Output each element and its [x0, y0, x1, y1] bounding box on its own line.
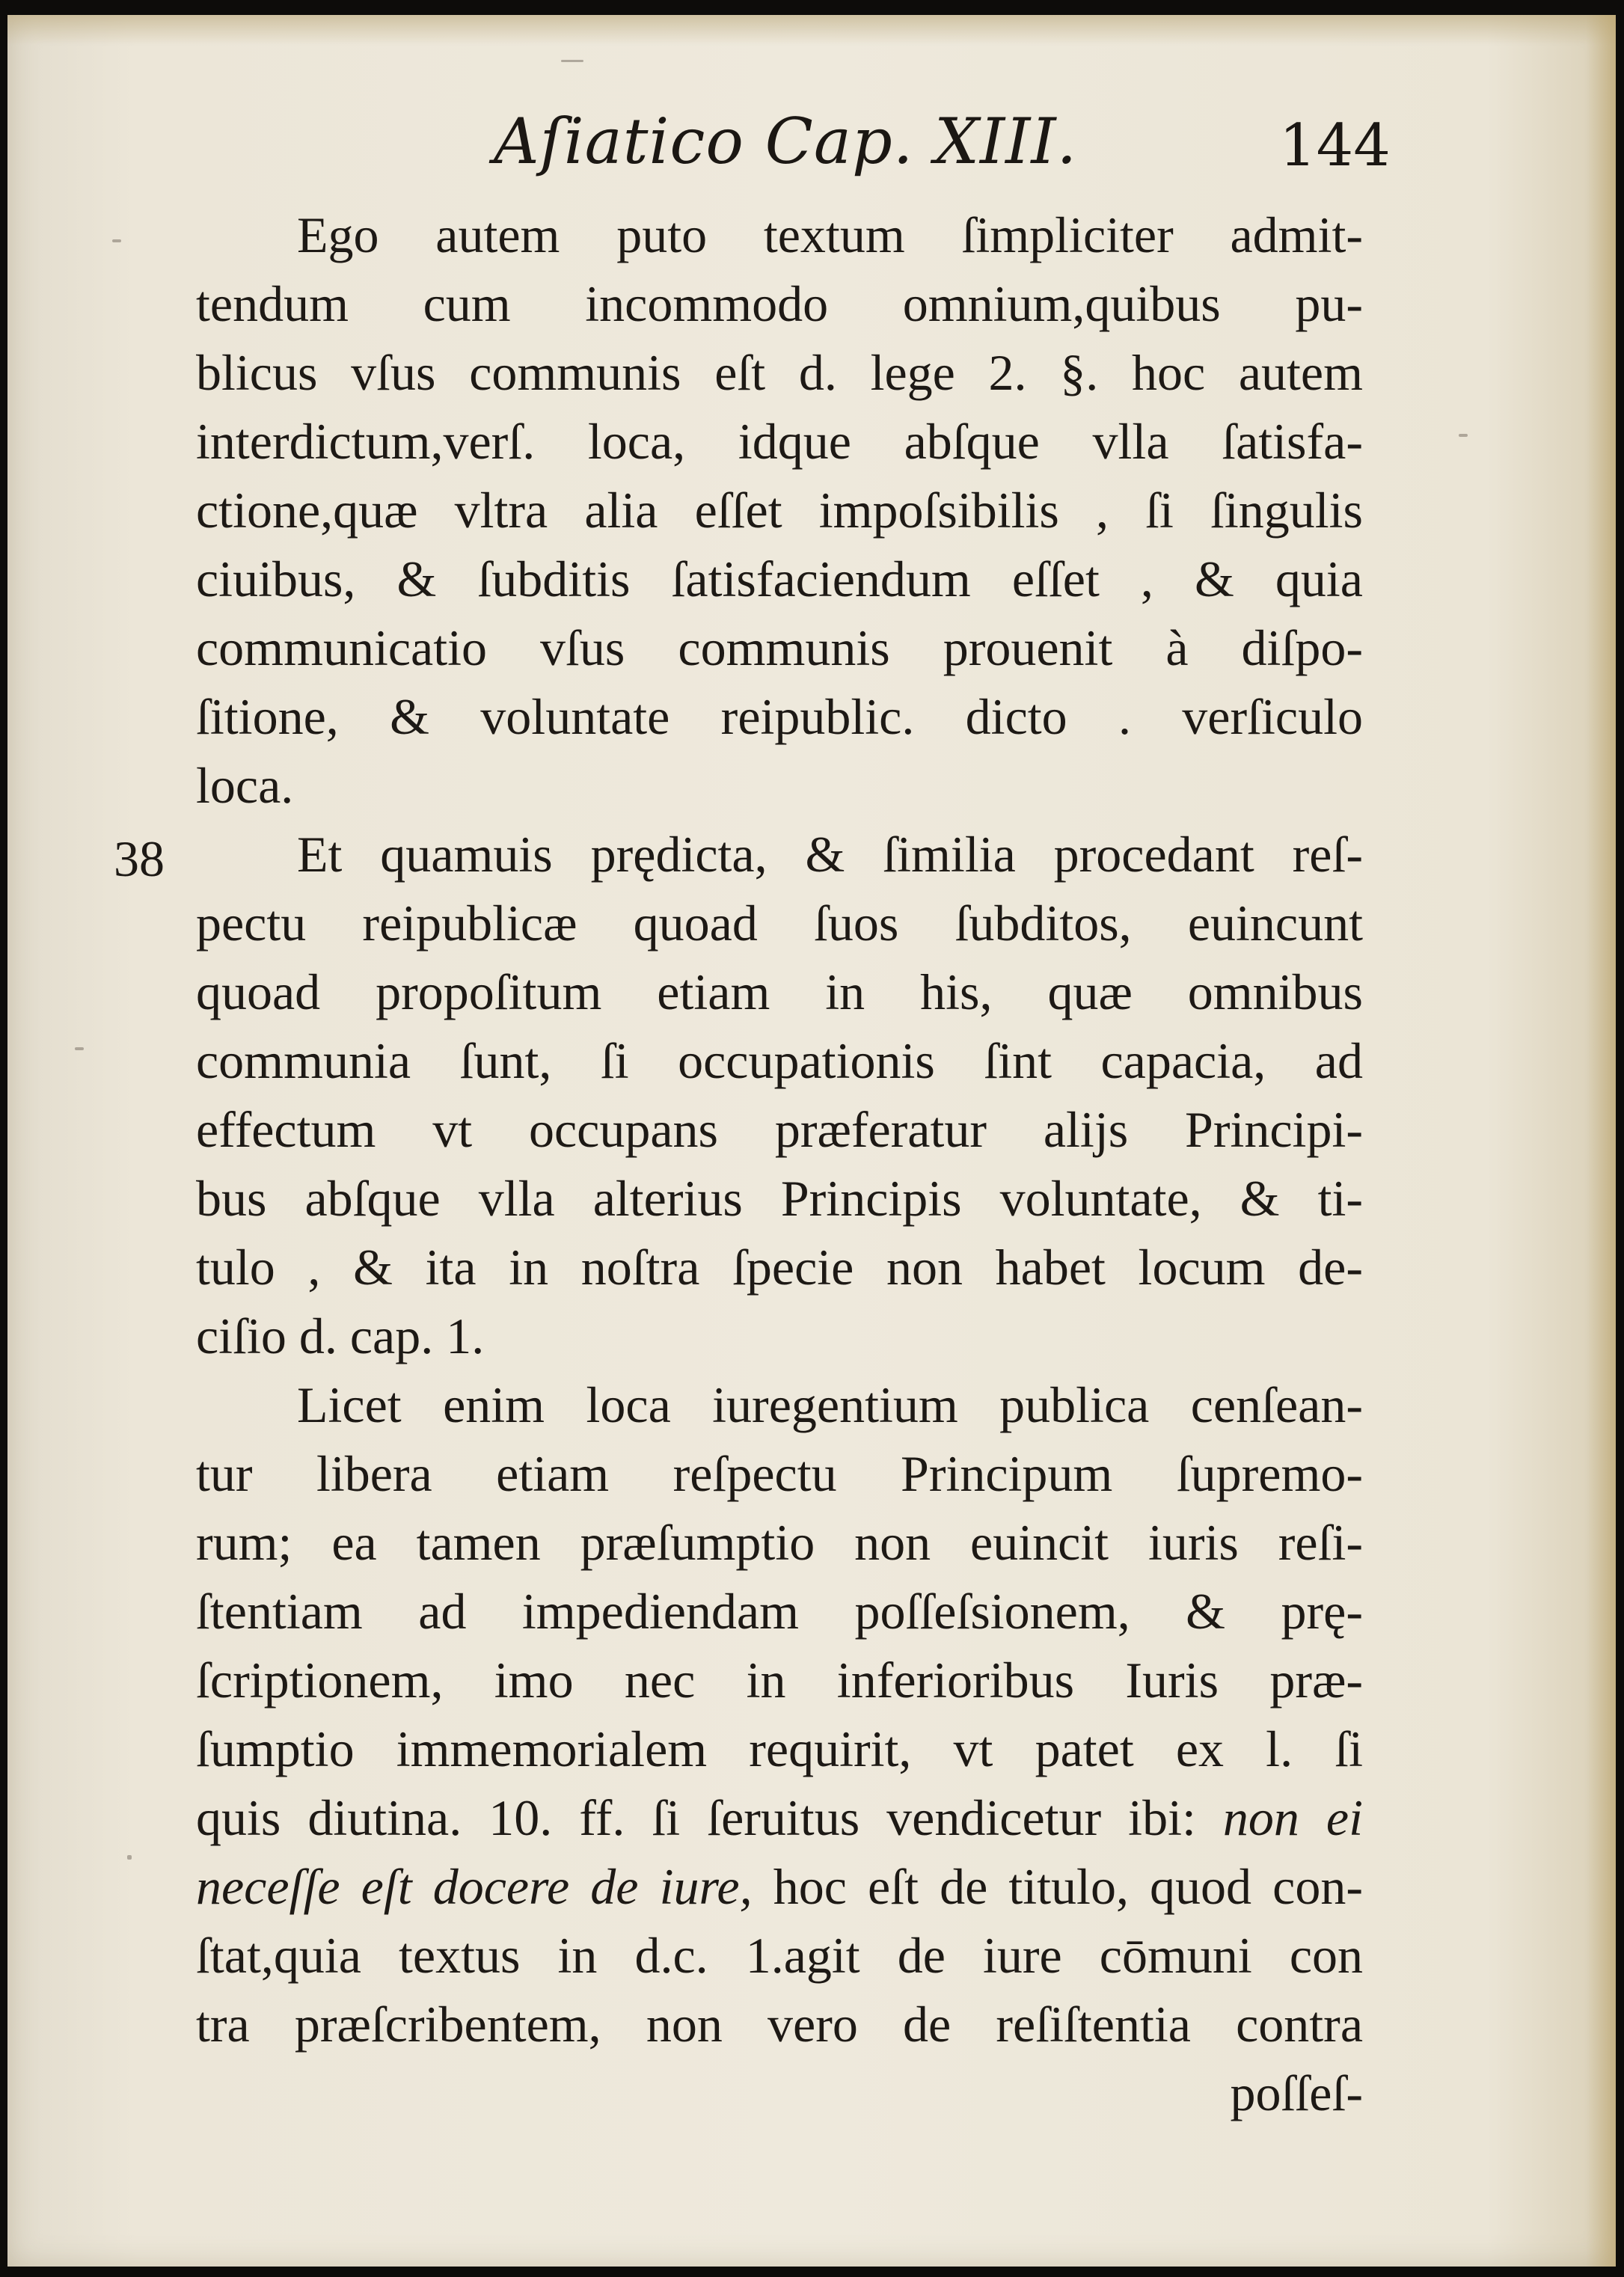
- body-text: [196, 200, 1363, 2127]
- text-line: ſcriptionem, imo nec in inferioribus Iuris præ-: [196, 1652, 1363, 1708]
- text-fragment: quis diutina. 10. ff. ſi ſeruitus vendicetur ibi:: [196, 1789, 1196, 1846]
- text-line: ſitione, & voluntate reipublic. dicto . verſiculo: [196, 688, 1363, 745]
- paper-speck: [127, 1855, 132, 1860]
- paper-speck: [561, 60, 583, 62]
- text-line: pectu reipublicæ quoad ſuos ſubditos, euincunt: [196, 895, 1363, 951]
- book-page: [7, 15, 1616, 2267]
- text-line: ſtentiam ad impediendam poſſeſsionem, & prę-: [196, 1583, 1363, 1640]
- page-header: [7, 105, 1616, 187]
- margin-section-number: 38: [114, 830, 165, 887]
- text-line: communicatio vſus communis prouenit à diſpo-: [196, 619, 1363, 676]
- text-line: Et quamuis prędicta, & ſimilia procedant reſ-: [297, 826, 1363, 883]
- text-line-with-italic: [196, 1852, 1363, 1921]
- paper-speck: [1459, 434, 1468, 437]
- text-line: bus abſque vlla alterius Principis voluntate, & ti-: [196, 1170, 1363, 1227]
- text-line: loca.: [196, 757, 294, 814]
- page-top-shadow: [7, 15, 1616, 45]
- text-line: quoad propoſitum etiam in his, quæ omnibus: [196, 963, 1363, 1020]
- text-line: rum; ea tamen præſumptio non euincit iuris reſi-: [196, 1514, 1363, 1571]
- italic-fragment: neceſſe eſt docere de iure,: [196, 1858, 753, 1915]
- text-line-with-italic: [196, 1783, 1363, 1852]
- text-line: Licet enim loca iuregentium publica cenſean-: [297, 1376, 1363, 1433]
- text-line: ſtat,quia textus in d.c. 1.agit de iure cōmuni con: [196, 1927, 1363, 1984]
- text-line: interdictum,verſ. loca, idque abſque vlla ſatisfa-: [196, 413, 1363, 470]
- text-line: blicus vſus communis eſt d. lege 2. §. hoc autem: [196, 344, 1363, 401]
- catchword: poſſeſ-: [1230, 2065, 1363, 2121]
- text-fragment: hoc eſt de titulo, quod con-: [773, 1858, 1363, 1915]
- text-line: ctione,quæ vltra alia eſſet impoſsibilis , ſi ſingulis: [196, 482, 1363, 539]
- running-head: Aſiatico Cap. XIII.: [494, 105, 1078, 178]
- page-number: 144: [1279, 112, 1391, 180]
- text-line: tra præſcribentem, non vero de reſiſtentia contra: [196, 1996, 1363, 2053]
- text-line: tulo , & ita in noſtra ſpecie non habet locum de-: [196, 1239, 1363, 1296]
- italic-fragment: non ei: [1222, 1789, 1364, 1846]
- paper-speck: [75, 1047, 84, 1050]
- page-right-edge: [1586, 15, 1616, 2267]
- text-line: tur libera etiam reſpectu Principum ſupremo-: [196, 1445, 1363, 1502]
- text-line: Ego autem puto textum ſimpliciter admit-: [297, 206, 1363, 263]
- text-line: effectum vt occupans præferatur alijs Principi-: [196, 1101, 1363, 1158]
- text-line: communia ſunt, ſi occupationis ſint capacia, ad: [196, 1032, 1363, 1089]
- text-line: ciſio d. cap. 1.: [196, 1308, 485, 1364]
- text-line: tendum cum incommodo omnium,quibus pu-: [196, 275, 1363, 332]
- paper-speck: [112, 239, 121, 242]
- text-line: ſumptio immemorialem requirit, vt patet ex l. ſi: [196, 1720, 1363, 1777]
- text-line: ciuibus, & ſubditis ſatisfaciendum eſſet , & quia: [196, 551, 1363, 607]
